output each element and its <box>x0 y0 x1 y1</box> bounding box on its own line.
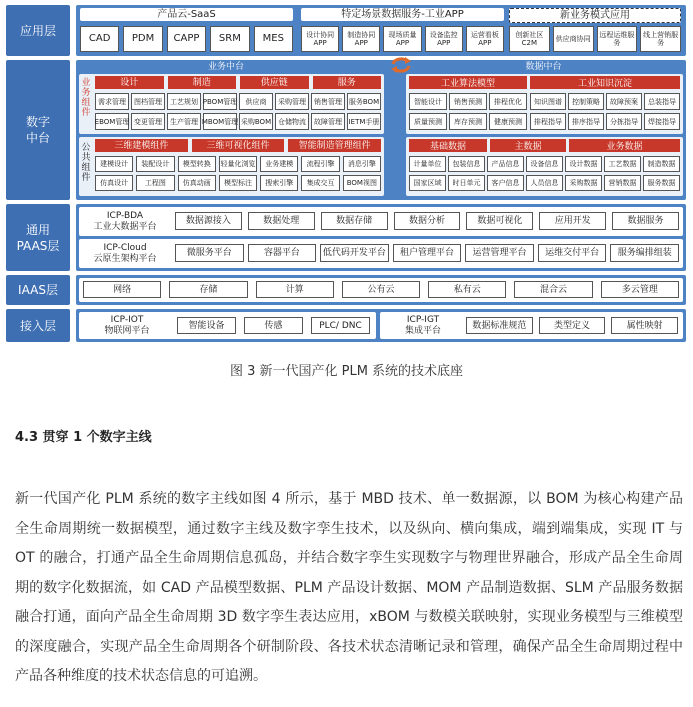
common-item: BOM视图 <box>343 175 381 191</box>
scene-app-item: 制造协同APP <box>342 26 380 52</box>
new-biz-item: 供应商协同 <box>553 26 594 52</box>
paas-panel <box>76 204 686 271</box>
algo-item: 排程优化 <box>489 93 527 110</box>
common-component-area <box>79 137 384 196</box>
biz-item: PBOM管理 <box>203 93 237 110</box>
new-biz-item: 创新社区C2M <box>509 26 550 52</box>
bda-row <box>79 207 683 236</box>
biz-component-label: 业务组件 <box>81 78 91 118</box>
biz-item: 供应商 <box>239 93 273 110</box>
bda-item: 数据源接入 <box>175 212 242 230</box>
data-header: 业务数据 <box>569 139 680 152</box>
cloud-item: 运营管理平台 <box>465 244 534 262</box>
iaas-item: 计算 <box>256 281 334 298</box>
igt-title: ICP-IGT 集成平台 <box>404 315 441 336</box>
biz-item: 采购管理 <box>275 93 309 110</box>
data-item: 产品信息 <box>487 156 524 172</box>
cloud-title: ICP-Cloud 云原生架构平台 <box>93 243 157 264</box>
scene-app-item: 设计协同APP <box>301 26 339 52</box>
iaas-item: 多云管理 <box>601 281 679 298</box>
common-header: 三维可视化组件 <box>192 139 285 152</box>
cloud-item: 服务编排组装 <box>610 244 679 262</box>
cloud-item: 运维交付平台 <box>538 244 607 262</box>
biz-item: 服务BOM <box>347 93 381 110</box>
igt-item: 类型定义 <box>539 317 606 334</box>
body-paragraph: 新一代国产化 PLM 系统的数字主线如图 4 所示，基于 MBD 技术、单一数据源，以 BOM 为核心构建产品全生命周期统一数据模型，通过数字主线及数字孪生技术，以及纵向、横向集成，端到端集成，实现 IT 与 OT 的融合，打通产品全生命周期信息孤岛，并结合数字孪生实现数字与物理世界融合，形成产品全生命周期的数字化数据流，如 CAD 产品模型数据、PLM 产品设计数据、MOM 产品制造数据、SLM 产品服务数据融合打通，面向产品全生命周期 3D 数字孪生表达应用，xBOM 与数模关联映射，实现业务模型与三维模型的深度融合，实现产品全生命周期各个研制阶段、各技术状态清晰记录和管理，确保产品全生命周期过程中产品各种维度的技术状态信息的可追溯。 <box>15 491 683 684</box>
product-cloud-header: 产品云-SaaS <box>80 8 293 21</box>
common-item: 轻量化浏览 <box>219 156 257 172</box>
knowledge-item: 知识图谱 <box>530 93 566 110</box>
common-header: 三维建模组件 <box>95 139 188 152</box>
product-cloud-item: SRM <box>210 26 249 52</box>
iaas-item: 私有云 <box>428 281 506 298</box>
scene-app-item: 运营看板APP <box>466 26 504 52</box>
common-item: 模型转换 <box>178 156 216 172</box>
iot-title: ICP-IOT 物联网平台 <box>104 315 150 336</box>
iaas-panel <box>76 275 686 305</box>
layer-label-paas: 通用 PAAS层 <box>6 204 70 271</box>
iot-row <box>79 312 376 339</box>
common-item: 搜索引擎 <box>260 175 298 191</box>
architecture-figure <box>6 5 686 342</box>
data-item: 国家区域 <box>409 175 446 191</box>
data-area <box>406 137 683 196</box>
sync-icon <box>390 56 412 74</box>
bda-item: 数据处理 <box>248 212 315 230</box>
algo-item: 质量预测 <box>409 113 447 130</box>
knowledge-item: 焊接指导 <box>644 113 680 130</box>
data-item: 制造数据 <box>643 156 680 172</box>
bda-item: 数据可视化 <box>466 212 533 230</box>
data-item: 时日单元 <box>448 175 485 191</box>
common-item: 流程引擎 <box>301 156 339 172</box>
common-item: 工程图 <box>136 175 174 191</box>
knowledge-item: 故障预案 <box>606 93 642 110</box>
scene-app-item: 设备监控APP <box>425 26 463 52</box>
biz-component-area <box>79 74 384 134</box>
data-item: 工艺数据 <box>604 156 641 172</box>
common-item: 模型标注 <box>219 175 257 191</box>
bda-item: 数据分析 <box>394 212 461 230</box>
data-item: 包装信息 <box>448 156 485 172</box>
iaas-item: 存储 <box>169 281 247 298</box>
biz-item: 需求管理 <box>95 93 129 110</box>
algo-item: 智能设计 <box>409 93 447 110</box>
common-item: 仿真动画 <box>178 175 216 191</box>
common-header: 智能制造管理组件 <box>288 139 381 152</box>
data-header: 基础数据 <box>409 139 487 152</box>
data-item: 设计数据 <box>565 156 602 172</box>
igt-item: 属性映射 <box>611 317 678 334</box>
layer-label-iaas: IAAS层 <box>6 275 70 305</box>
algo-area <box>406 74 683 134</box>
data-item: 采购数据 <box>565 175 602 191</box>
common-item: 消息引擎 <box>343 156 381 172</box>
cloud-item: 租户管理平台 <box>393 244 462 262</box>
bda-item: 应用开发 <box>539 212 606 230</box>
algo-item: 库存预测 <box>449 113 487 130</box>
knowledge-item: 总装指导 <box>644 93 680 110</box>
knowledge-item: 排序指导 <box>568 113 604 130</box>
biz-item: 故障管理 <box>311 113 345 130</box>
biz-item: 生产管理 <box>167 113 201 130</box>
new-biz-item: 远程运维服务 <box>597 26 638 52</box>
product-cloud-item: CAD <box>80 26 119 52</box>
cloud-item: 容器平台 <box>248 244 317 262</box>
scene-app-item: 现场质量APP <box>383 26 421 52</box>
iaas-item: 混合云 <box>514 281 592 298</box>
algo-item: 销售预测 <box>449 93 487 110</box>
section-heading: 4.3 贯穿 1 个数字主线 <box>15 430 152 445</box>
data-item: 设备信息 <box>526 156 563 172</box>
data-item: 客户信息 <box>487 175 524 191</box>
iot-item: 智能设备 <box>177 317 236 334</box>
iot-item: PLC/ DNC <box>311 317 370 334</box>
scene-app-header: 特定场景数据服务-工业APP <box>301 8 504 21</box>
biz-header: 制造 <box>168 76 237 89</box>
data-item: 人员信息 <box>526 175 563 191</box>
cloud-item: 低代码开发平台 <box>320 244 389 262</box>
biz-header: 服务 <box>313 76 382 89</box>
biz-item: 图档管理 <box>131 93 165 110</box>
data-item: 服务数据 <box>643 175 680 191</box>
biz-item: EBOM管理 <box>95 113 129 130</box>
business-mid-title: 业务中台 <box>207 62 244 72</box>
iaas-item: 公有云 <box>342 281 420 298</box>
common-item: 业务建模 <box>260 156 298 172</box>
biz-item: 仓储物流 <box>275 113 309 130</box>
layer-label-access: 接入层 <box>6 309 70 342</box>
common-component-label: 公共组件 <box>81 143 91 183</box>
knowledge-item: 排程指导 <box>530 113 566 130</box>
biz-item: 变更管理 <box>131 113 165 130</box>
app-layer-panel <box>76 5 686 56</box>
igt-row <box>380 312 683 339</box>
biz-item: 销售管理 <box>311 93 345 110</box>
bda-item: 数据服务 <box>612 212 679 230</box>
biz-item: IETM手册 <box>347 113 381 130</box>
knowledge-item: 分拣指导 <box>606 113 642 130</box>
igt-item: 数据标准规范 <box>466 317 533 334</box>
iaas-item: 网络 <box>83 281 161 298</box>
layer-label-app: 应用层 <box>6 5 70 56</box>
knowledge-item: 控制策略 <box>568 93 604 110</box>
new-biz-item: 线上营销服务 <box>640 26 681 52</box>
common-item: 集成交互 <box>301 175 339 191</box>
biz-header: 供应链 <box>240 76 309 89</box>
knowledge-header: 工业知识沉淀 <box>530 76 680 89</box>
product-cloud-item: MES <box>254 26 293 52</box>
iot-item: 传感 <box>244 317 303 334</box>
biz-item: MBOM管理 <box>203 113 237 130</box>
figure-caption: 图 3 新一代国产化 PLM 系统的技术底座 <box>229 364 464 379</box>
biz-item: 采购BOM <box>239 113 273 130</box>
data-header: 主数据 <box>490 139 566 152</box>
common-item: 建模设计 <box>95 156 133 172</box>
data-item: 营销数据 <box>604 175 641 191</box>
common-item: 仿真设计 <box>95 175 133 191</box>
algo-item: 健康预测 <box>489 113 527 130</box>
cloud-row <box>79 239 683 268</box>
product-cloud-item: PDM <box>123 26 162 52</box>
product-cloud-item: CAPP <box>167 26 206 52</box>
common-item: 装配设计 <box>136 156 174 172</box>
data-mid-title: 数据中台 <box>525 62 562 72</box>
layer-label-digital-mid: 数字 中台 <box>6 60 70 200</box>
bda-item: 数据存储 <box>321 212 388 230</box>
cloud-item: 微服务平台 <box>175 244 244 262</box>
data-item: 计量单位 <box>409 156 446 172</box>
biz-header: 设计 <box>95 76 164 89</box>
bda-title: ICP-BDA 工业大数据平台 <box>93 211 157 232</box>
digital-mid-panel <box>76 60 686 200</box>
new-biz-header: 新业务模式应用 <box>509 8 681 23</box>
access-panel <box>76 309 686 342</box>
biz-item: 工艺规划 <box>167 93 201 110</box>
algo-header: 工业算法模型 <box>409 76 527 89</box>
iaas-row <box>79 278 683 302</box>
